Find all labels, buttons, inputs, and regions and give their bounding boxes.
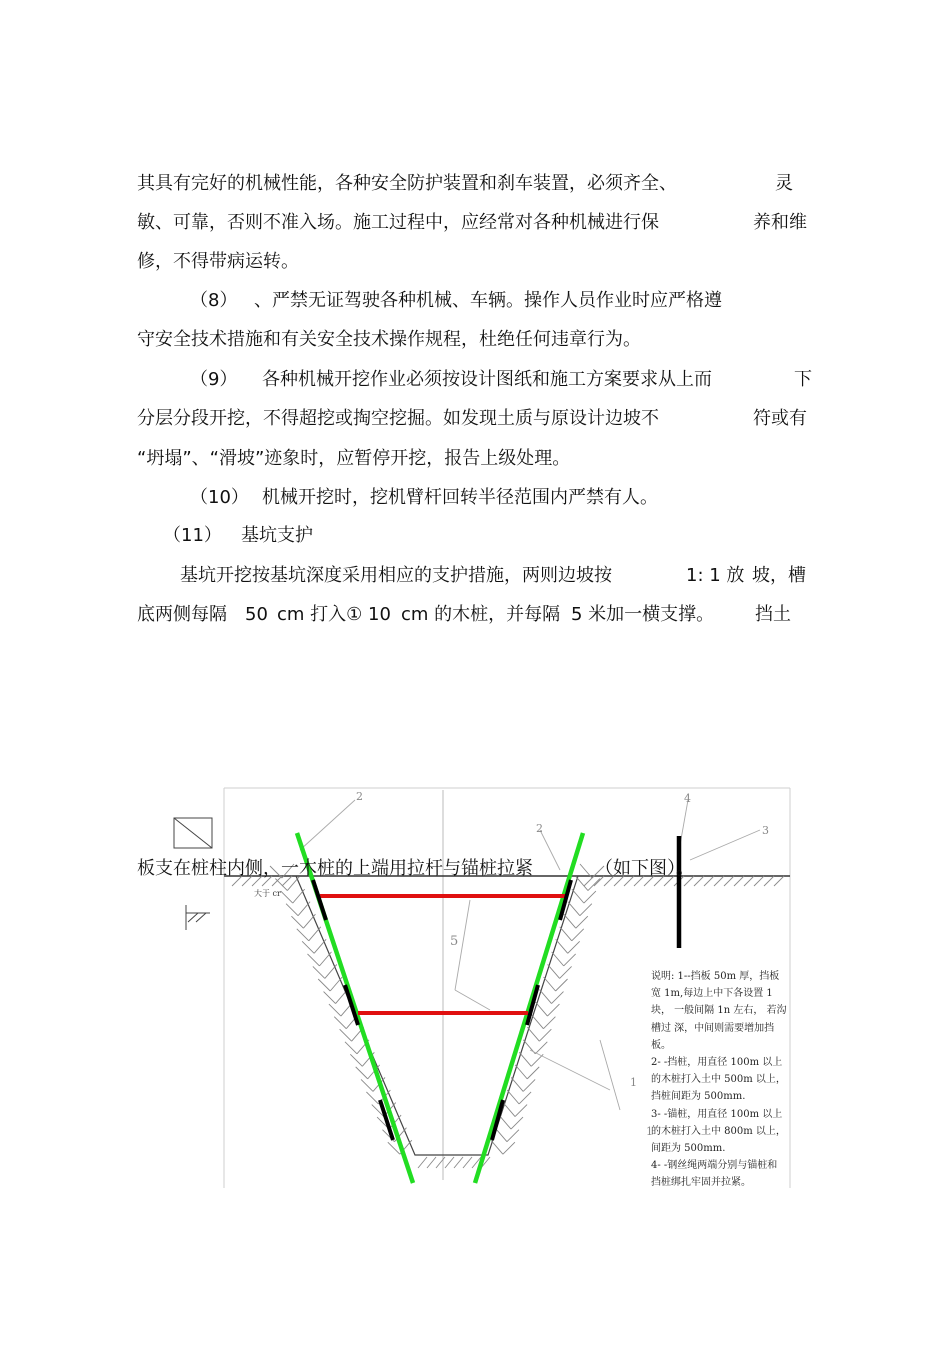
- hatch-stroke: [515, 1105, 527, 1117]
- hatch-stroke: [519, 1052, 531, 1066]
- hatch-stroke: [548, 964, 560, 978]
- note-line: 宽 1m,每边上中下各设置 1: [651, 988, 773, 1000]
- hatch-stroke: [556, 939, 568, 953]
- note-line: 说明: 1--挡板 50m 厚，挡板: [651, 971, 780, 982]
- hatch-stroke: [531, 1015, 543, 1029]
- hatch-stroke: [511, 1077, 523, 1091]
- note-line: 的木桩打入土中 500m 以上，: [651, 1074, 786, 1086]
- hatch-stroke: [361, 1079, 373, 1091]
- hatch-stroke: [560, 966, 572, 978]
- diagram-notes: [651, 968, 821, 1192]
- hatch-stroke: [324, 992, 336, 1004]
- hatch-stroke: [334, 1017, 346, 1029]
- text-seg: 各种机械开挖作业必须按设计图纸和施工方案要求从上而: [262, 369, 712, 390]
- note-line: 2- -挡桩，用直径 100m 以上: [651, 1057, 783, 1069]
- text-seg: 灵: [775, 173, 793, 194]
- text-seg: 挡土: [755, 604, 791, 625]
- hatch-stroke: [366, 1092, 378, 1104]
- note-line: 板。: [651, 1039, 671, 1051]
- hatch-stroke: [319, 952, 331, 966]
- hatch-stroke: [314, 939, 326, 953]
- label-3: 3: [762, 824, 769, 837]
- hatch-stroke: [539, 1029, 551, 1041]
- item-number: （8）: [190, 290, 238, 311]
- hatch-stroke: [584, 876, 594, 886]
- hatch-stroke: [535, 1002, 547, 1016]
- label-1b: 1: [646, 1125, 653, 1138]
- hatch-stroke: [499, 1115, 511, 1129]
- note-line: 槽过 深，中间则需要增加挡: [651, 1022, 775, 1034]
- text-seg: 50: [245, 604, 268, 625]
- hatch-stroke: [350, 1054, 362, 1066]
- hatch-stroke: [340, 1029, 352, 1041]
- label-5: 5: [450, 934, 459, 949]
- hatch-stroke: [318, 979, 330, 991]
- hatch-stroke: [535, 1042, 547, 1054]
- hatch-stroke: [356, 1067, 368, 1079]
- trench-outline: [296, 876, 578, 1155]
- hatch-stroke: [281, 891, 293, 903]
- right-retaining-pile: [475, 833, 583, 1183]
- hatch-stroke: [329, 1004, 341, 1016]
- hatch-stroke: [544, 977, 556, 991]
- hatch-stroke: [724, 876, 734, 886]
- text-seg: （如下图）。: [595, 858, 694, 879]
- hatch-stroke: [445, 1157, 454, 1168]
- hatch-stroke: [580, 904, 592, 916]
- hatch-stroke: [436, 1157, 445, 1168]
- text-seg: 分层分段开挖，不得超挖或掏空挖掘。如发现土质与原设计边坡不: [137, 408, 659, 429]
- hatch-stroke: [303, 914, 315, 928]
- note-line: 挡桩间距为 500mm.: [651, 1091, 746, 1103]
- hatch-stroke: [463, 1157, 472, 1168]
- hatch-stroke: [764, 876, 774, 886]
- note-line: 3- -锚桩，用直径 100m 以上: [651, 1108, 783, 1120]
- note-line: 的木桩打入土中 800m 以上，: [651, 1125, 786, 1137]
- text-seg: 下: [794, 369, 812, 390]
- text-seg: 养和维: [753, 212, 807, 233]
- hatch-stroke: [572, 929, 584, 941]
- text-seg: 其具有完好的机械性能，各种安全防护装置和刹车装置，必须齐全、: [137, 173, 677, 194]
- hatch-stroke: [511, 1117, 523, 1129]
- hatch-stroke: [560, 927, 572, 941]
- hatch-stroke: [503, 1142, 515, 1154]
- text-seg: 敏、可靠，否则不准入场。施工过程中，应经常对各种机械进行保: [137, 212, 659, 233]
- note-line: 块， 一般间隔 1n 左右， 若沟: [651, 1005, 787, 1017]
- hatch-stroke: [774, 876, 784, 886]
- text-seg: cm 的木桩，并每隔: [401, 604, 561, 625]
- hatch-stroke: [734, 876, 744, 886]
- hatch-stroke: [527, 1027, 539, 1041]
- hatch-stroke: [556, 979, 568, 991]
- hatch-stroke: [491, 1140, 503, 1154]
- hatch-stroke: [418, 1157, 427, 1168]
- hatch-stroke: [298, 902, 310, 916]
- hatch-stroke: [291, 916, 303, 928]
- hatch-stroke: [754, 876, 764, 886]
- hatch-stroke: [552, 992, 564, 1004]
- text-seg: 基坑开挖按基坑深度采用相应的支护措施，两则边坡按: [180, 565, 612, 586]
- text-seg: 机械开挖时，挖机臂杆回转半径范围内严禁有人。: [262, 487, 658, 508]
- text-seg: 底两侧每隔: [137, 604, 227, 625]
- hatch-stroke: [507, 1130, 519, 1142]
- text-seg: 、严禁无证驾驶各种机械、车辆。操作人员作业时应严格遵: [254, 290, 722, 311]
- item-number: （10）: [190, 487, 249, 508]
- label-2a: 2: [356, 790, 363, 803]
- label-4: 4: [684, 792, 691, 805]
- hatch-stroke: [744, 876, 754, 886]
- hatch-stroke: [543, 1017, 555, 1029]
- hatch-stroke: [523, 1079, 535, 1091]
- hatch-stroke: [302, 941, 314, 953]
- hatch-stroke: [584, 891, 596, 903]
- hatch-stroke: [507, 1090, 519, 1104]
- hatch-stroke: [454, 1157, 463, 1168]
- hatch-stroke: [568, 902, 580, 916]
- note-line: 间距为 500mm.: [651, 1143, 726, 1155]
- hatch-stroke: [503, 1103, 515, 1117]
- text-seg: “坍塌”、“滑坡”迹象时，应暂停开挖，报告上级处理。: [137, 448, 571, 469]
- hatch-stroke: [307, 954, 319, 966]
- hatch-stroke: [286, 904, 298, 916]
- hatch-stroke: [572, 889, 584, 903]
- hatch-stroke: [547, 1004, 559, 1016]
- text-seg: cm 打入① 10: [277, 604, 391, 625]
- text-seg: 5 米加一横支撑。: [571, 604, 715, 625]
- note-line: 4- -钢丝绳两端分别与锚桩和: [651, 1160, 778, 1172]
- hatch-stroke: [313, 966, 325, 978]
- hatch-stroke: [427, 1157, 436, 1168]
- note-line: 挡桩绑扎牢固并拉紧。: [651, 1177, 751, 1189]
- text-seg: 坡，槽: [752, 565, 806, 586]
- item-number: （11）: [163, 525, 222, 546]
- hatch-stroke: [564, 914, 576, 928]
- hatch-stroke: [293, 889, 305, 903]
- retaining-plates: [313, 880, 571, 1140]
- section-title: 基坑支护: [241, 525, 313, 546]
- text-seg: 1: 1 放: [686, 565, 745, 586]
- hatch-stroke: [552, 952, 564, 966]
- text-seg: 守安全技术措施和有关安全技术操作规程，杜绝任何违章行为。: [137, 329, 641, 350]
- hatch-stroke: [540, 990, 552, 1004]
- label-2b: 2: [536, 822, 543, 835]
- hatch-stroke: [694, 876, 704, 886]
- hatch-stroke: [330, 977, 342, 991]
- hatch-stroke: [345, 1042, 357, 1054]
- text-seg: 修，不得带病运转。: [137, 251, 299, 272]
- hatch-stroke: [564, 954, 576, 966]
- hatch-stroke: [325, 964, 337, 978]
- text-seg: 符或有: [753, 408, 807, 429]
- item-number: （9）: [190, 369, 238, 390]
- label-1a: 1: [630, 1076, 637, 1089]
- text-seg: 板支在桩柱内侧，一木桩的上端用拉杆与锚桩拉紧: [137, 858, 533, 879]
- hatch-stroke: [714, 876, 724, 886]
- hatch-stroke: [519, 1092, 531, 1104]
- hatch-stroke: [704, 876, 714, 886]
- small-annotation: 大于 cr: [254, 889, 281, 898]
- hatch-stroke: [568, 941, 580, 953]
- hatch-stroke: [297, 929, 309, 941]
- hatch-stroke: [515, 1065, 527, 1079]
- hatch-stroke: [309, 927, 321, 941]
- hatch-stroke: [527, 1067, 539, 1079]
- hatch-stroke: [576, 916, 588, 928]
